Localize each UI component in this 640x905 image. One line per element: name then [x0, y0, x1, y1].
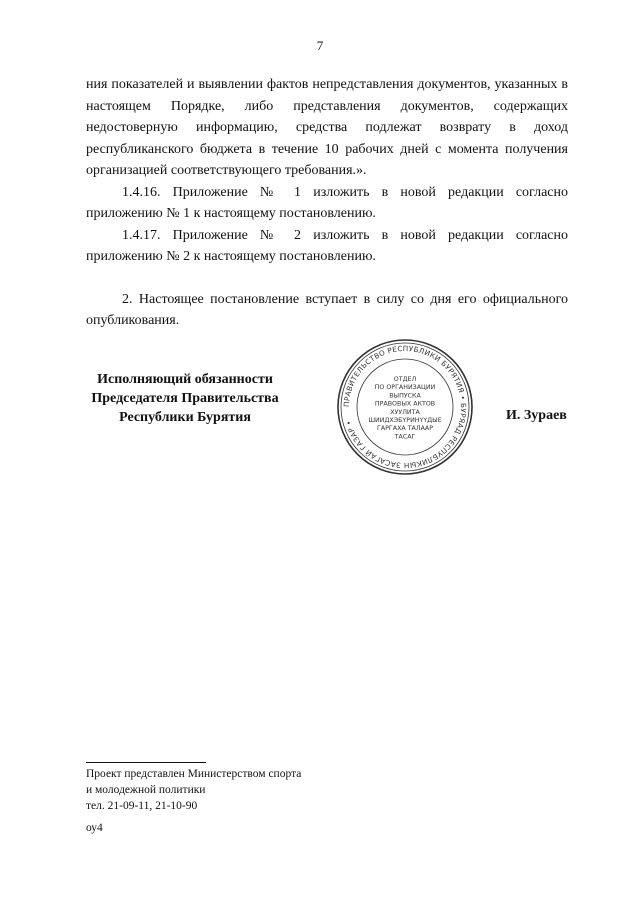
seal-inner-line: ШИИДХЭБҮРИНҮҮДЫЕ	[368, 417, 442, 424]
paragraph-continuation: ния показателей и выявлении фактов непредставления документов, указанных в настоящем Порядке, либо представления документов, содержащих недостоверную информацию, средства подлежат возврату в доход республиканского бюджета в течение 10 рабочих дней с момента получения организацией соответствующего требования.».	[86, 77, 568, 178]
paragraph-item-1-4-17: 1.4.17. Приложение № 2 изложить в новой редакции согласно приложению № 2 к настоящему постановлению.	[86, 227, 568, 264]
signatory-title	[70, 370, 300, 427]
paragraph-item-2: 2. Настоящее постановление вступает в силу со дня его официального опубликования.	[86, 291, 568, 328]
seal-inner-line: ГАРГАХА ТАЛААР	[376, 425, 434, 433]
document-code: оу4	[86, 822, 103, 834]
seal-inner-line: ТАСАГ	[394, 433, 416, 441]
footnote-line-3: тел. 21-09-11, 21-10-90	[86, 800, 198, 812]
signatory-title-line-2: Председателя Правительства	[91, 391, 279, 406]
seal-inner-line: ХУУЛИТА	[390, 408, 420, 416]
signatory-title-line-1: Исполняющий обязанности	[97, 372, 273, 387]
footnote	[86, 766, 386, 814]
footnote-line-1: Проект представлен Министерством спорта	[86, 768, 302, 780]
seal-inner-line: ПРАВОВЫХ АКТОВ	[374, 400, 436, 408]
page-number: 7	[316, 38, 324, 53]
signatory-title-line-3: Республики Бурятия	[119, 410, 251, 425]
seal-inner-line: ОТДЕЛ	[393, 376, 417, 383]
signatory-name: И. Зураев	[506, 408, 567, 423]
paragraph-item-1-4-16: 1.4.16. Приложение № 1 изложить в новой редакции согласно приложению № 1 к настоящему постановлению.	[86, 184, 568, 221]
official-seal-stamp	[335, 337, 475, 477]
seal-inner-line: ВЫПУСКА	[389, 392, 421, 400]
document-body	[86, 74, 568, 332]
footnote-divider	[86, 762, 206, 763]
footnote-line-2: и молодежной политики	[86, 784, 206, 796]
seal-ring-text: ПРАВИТЕЛЬСТВО РЕСПУБЛИКИ БУРЯТИЯ • БУРЯАД РЕСПУБЛИКЫН ЗАСАГАЙ ГАЗАР •	[341, 343, 469, 471]
seal-inner-line: ПО ОРГАНИЗАЦИИ	[374, 384, 436, 392]
